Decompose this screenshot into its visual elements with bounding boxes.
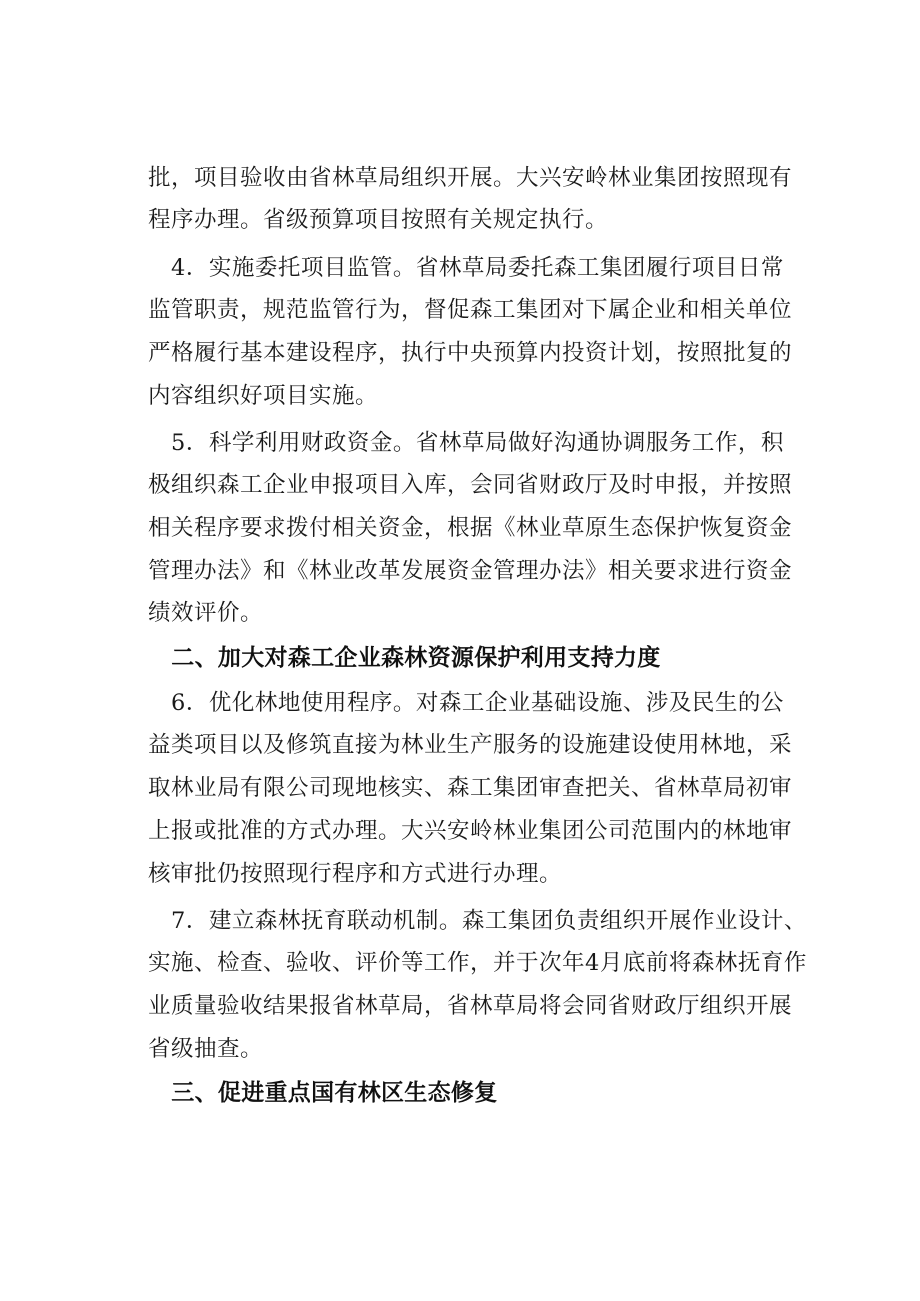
text-line: 上报或批准的方式办理。大兴安岭林业集团公司范围内的林地审 (148, 818, 793, 844)
text-line: 7．建立森林抚育联动机制。森工集团负责组织开展作业设计、 (148, 908, 807, 934)
text-line: 极组织森工企业申报项目入库，会同省财政厅及时申报，并按照 (148, 472, 793, 498)
text-line: 管理办法》和《林业改革发展资金管理办法》相关要求进行资金 (148, 558, 793, 584)
text-line: 程序办理。省级预算项目按照有关规定执行。 (148, 207, 609, 233)
section-heading: 三、促进重点国有林区生态修复 (148, 1080, 498, 1106)
text-line: 省级抽查。 (148, 1036, 264, 1062)
text-line: 4．实施委托项目监管。省林草局委托森工集团履行项目日常 (148, 255, 784, 281)
text-line: 监管职责，规范监管行为，督促森工集团对下属企业和相关单位 (148, 297, 793, 323)
text-line: 业质量验收结果报省林草局，省林草局将会同省财政厅组织开展 (148, 993, 793, 1019)
text-line: 6．优化林地使用程序。对森工企业基础设施、涉及民生的公 (148, 690, 784, 716)
text-line: 核审批仍按照现行程序和方式进行办理。 (148, 861, 563, 887)
section-heading: 二、加大对森工企业森林资源保护利用支持力度 (148, 645, 661, 671)
text-line: 相关程序要求拨付相关资金，根据《林业草原生态保护恢复资金 (148, 515, 793, 541)
text-line: 批，项目验收由省林草局组织开展。大兴安岭林业集团按照现有 (148, 165, 793, 191)
text-line: 益类项目以及修筑直接为林业生产服务的设施建设使用林地，采 (148, 732, 793, 758)
text-line: 实施、检查、验收、评价等工作，并于次年4月底前将森林抚育作 (148, 950, 807, 976)
text-line: 取林业局有限公司现地核实、森工集团审查把关、省林草局初审 (148, 775, 793, 801)
text-line: 5．科学利用财政资金。省林草局做好沟通协调服务工作，积 (148, 430, 784, 456)
text-line: 严格履行基本建设程序，执行中央预算内投资计划，按照批复的 (148, 340, 793, 366)
text-line: 绩效评价。 (148, 600, 264, 626)
text-line: 内容组织好项目实施。 (148, 383, 379, 409)
